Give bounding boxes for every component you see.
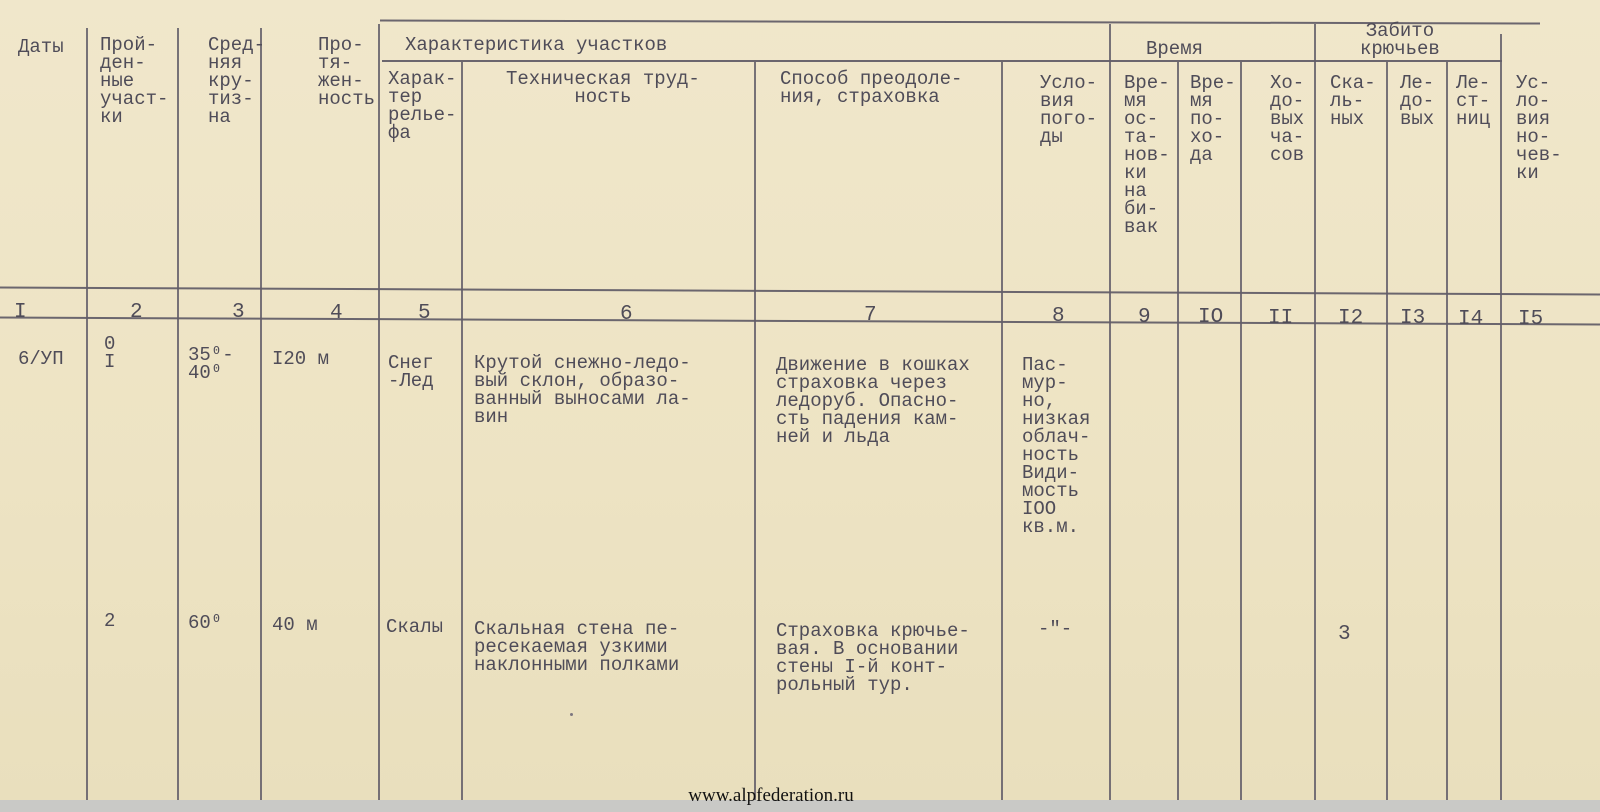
col-divider-7 xyxy=(1001,62,1003,800)
col-divider-6 xyxy=(754,62,756,800)
header-ice-pitons: Ле- до- вых xyxy=(1400,72,1435,130)
column-number: 9 xyxy=(1138,306,1151,329)
header-method-belay: Способ преодоле- ния, страховка xyxy=(780,68,963,108)
header-relief: Харак- тер релье- фа xyxy=(388,68,457,144)
header-overnight-conditions: Ус- ло- вия но- чев- ки xyxy=(1516,72,1562,184)
row1-relief: Снег -Лед xyxy=(388,352,434,392)
row1-steepness: 35⁰- 40⁰ xyxy=(188,344,234,384)
column-number: I3 xyxy=(1400,307,1426,330)
column-number: IO xyxy=(1198,306,1224,329)
col-divider-9 xyxy=(1177,62,1179,800)
col-divider-3 xyxy=(260,28,262,800)
col-divider-11 xyxy=(1314,24,1316,800)
row2-rock-pitons: 3 xyxy=(1338,623,1351,646)
section-chars-underline xyxy=(382,60,1502,62)
col-divider-4 xyxy=(378,24,380,800)
col-divider-13 xyxy=(1446,62,1448,800)
row1-difficulty: Крутой снежно-ледо- вый склон, образо- ванный выносами ла- вин xyxy=(474,352,691,428)
column-number: 2 xyxy=(130,301,143,324)
column-number: 6 xyxy=(620,303,633,326)
header-time-bivouac: Вре- мя ос- та- нов- ки на би- вак xyxy=(1124,72,1170,238)
column-number: 5 xyxy=(418,302,431,325)
header-weather: Усло- вия пого- ды xyxy=(1040,72,1098,148)
header-technical-difficulty: Техническая труд- ность xyxy=(506,68,700,108)
column-number: 3 xyxy=(232,301,245,324)
header-section-characteristics: Характеристика участков xyxy=(405,34,668,56)
row2-method: Страховка крючье- вая. В основании стены I-й конт- рольный тур. xyxy=(776,620,970,696)
row2-relief: Скалы xyxy=(386,616,444,638)
col-divider-12 xyxy=(1386,62,1388,800)
row2-section: 2 xyxy=(104,610,116,632)
row2-steepness: 60⁰ xyxy=(188,612,223,634)
row2-difficulty: Скальная стена пе- ресекаемая узкими наклонными полками xyxy=(474,618,680,676)
header-avg-steepness: Сред- няя кру- тиз- на xyxy=(208,34,266,128)
ink-speck xyxy=(570,713,573,716)
header-sections-passed: Прой- ден- ные участ- ки xyxy=(100,34,169,128)
col-divider-8 xyxy=(1109,24,1111,800)
column-number: I xyxy=(14,301,27,324)
column-number: I5 xyxy=(1518,308,1544,331)
col-divider-1 xyxy=(86,28,88,800)
col-divider-14 xyxy=(1500,34,1502,800)
row1-length: I20 м xyxy=(272,348,330,370)
header-time: Время xyxy=(1146,38,1204,60)
col-divider-10 xyxy=(1240,62,1242,800)
col-divider-2 xyxy=(177,28,179,800)
row1-weather: Пас- мур- но, низкая облач- ность Види- мость IOO кв.м. xyxy=(1022,354,1091,538)
watermark: www.alpfederation.ru xyxy=(688,785,854,806)
row1-date: 6/УП xyxy=(18,348,64,370)
row1-method: Движение в кошках страховка через ледоруб. Опасно- сть падения кам- ней и льда xyxy=(776,354,970,448)
header-length: Про- тя- жен- ность xyxy=(318,34,376,110)
header-dates: Даты xyxy=(18,36,64,58)
column-number: I2 xyxy=(1338,307,1364,330)
row2-weather: -"- xyxy=(1038,618,1073,640)
header-rock-pitons: Ска- ль- ных xyxy=(1330,72,1376,130)
column-number: 7 xyxy=(864,304,877,327)
column-number: 8 xyxy=(1052,305,1065,328)
column-number: II xyxy=(1268,307,1294,330)
header-time-march: Вре- мя по- хо- да xyxy=(1190,72,1236,166)
header-ladders: Ле- ст- ниц xyxy=(1456,72,1491,130)
header-walking-hours: Хо- до- вых ча- сов xyxy=(1270,72,1305,166)
column-number: 4 xyxy=(330,302,343,325)
row2-length: 40 м xyxy=(272,614,318,636)
row1-section: 0 I xyxy=(104,333,116,373)
column-number: I4 xyxy=(1458,308,1484,331)
col-divider-5 xyxy=(461,62,463,800)
header-pitons: Забито крючьев xyxy=(1360,20,1440,60)
